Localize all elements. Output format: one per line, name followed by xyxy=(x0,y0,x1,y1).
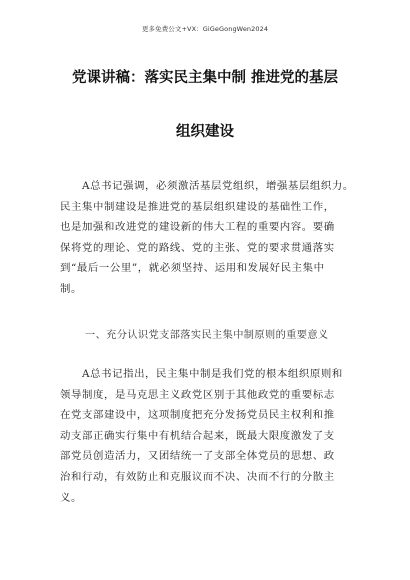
paragraph-line: 保将党的理论、党的路线、党的主张、党的要求贯通落实 xyxy=(60,241,335,254)
paragraph-line: 部党员创造活力，又团结统一了支部全体党员的思想、政 xyxy=(60,450,335,463)
document-title-line-2: 组织建设 xyxy=(176,124,234,140)
document-title-line-1: 党课讲稿：落实民主集中制 推进党的基层 xyxy=(71,70,339,86)
paragraph-line: A总书记指出，民主集中制是我们党的根本组织原则和 xyxy=(82,368,343,380)
paragraph-intro xyxy=(60,176,352,300)
paragraph-section-1 xyxy=(60,364,352,508)
section-heading: 一、充分认识党支部落实民主集中制原则的重要意义 xyxy=(85,330,329,341)
paragraph-line: 动支部正确实行集中有机结合起来，既最大限度激发了支 xyxy=(60,429,335,442)
paragraph-line: 义。 xyxy=(60,491,82,504)
paragraph-line: 民主集中制建设是推进党的基层组织建设的基础性工作， xyxy=(60,200,335,213)
paragraph-line: 也是加强和改进党的建设新的伟大工程的重要内容。要确 xyxy=(60,221,335,234)
paragraph-line: 到“最后一公里”，就必须坚持、运用和发展好民主集中 xyxy=(60,262,325,275)
paragraph-line: 治和行动，有效防止和克服议而不决、决而不行的分散主 xyxy=(60,470,335,483)
paragraph-line: 在党支部建设中，这项制度把充分发扬党员民主权利和推 xyxy=(60,409,335,422)
paragraph-line: 制。 xyxy=(60,282,82,295)
header-note: 更多免费公文+VX：GiGeGongWen2024 xyxy=(141,25,269,33)
paragraph-line: 领导制度，是马克思主义政党区别于其他政党的重要标志 xyxy=(60,388,335,401)
paragraph-line: A总书记强调，必须激活基层党组织，增强基层组织力。 xyxy=(82,180,354,192)
